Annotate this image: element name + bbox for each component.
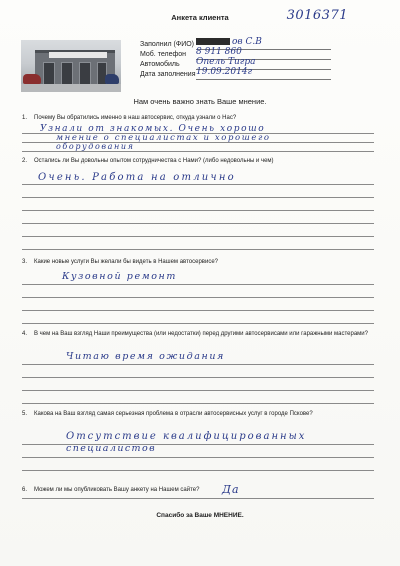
question-text: Какие новые услуги Вы желали бы видеть в Нашем автосервисе? (34, 259, 218, 265)
answer-1-line-2: мнение о специалистах и хорошего (56, 133, 271, 143)
answer-2-line-1: Очень. Работа на отлично (38, 172, 236, 183)
field-label: Дата заполнения (140, 71, 196, 78)
intro-text: Нам очень важно знать Ваше мнение. (133, 97, 267, 106)
field-label: Автомобиль (140, 61, 180, 68)
service-building-photo (21, 40, 121, 92)
phone-value: 8 911 860 (196, 47, 242, 57)
field-label: Моб. телефон (140, 51, 186, 58)
client-info-block (140, 37, 262, 80)
client-name-row (140, 37, 262, 50)
date-row (140, 67, 253, 80)
car-row (140, 57, 256, 70)
answer-3-line-1: Кузовной ремонт (62, 271, 177, 282)
answer-5-line-1: Отсутствие квалифицированных (66, 431, 307, 442)
answer-4-line-1: Читаю время ожидания (66, 351, 225, 362)
answer-5-line-2: специалистов (66, 443, 157, 454)
question-6: 6. Можем ли мы опубликовать Вашу анкету на Нашем сайте? (22, 487, 200, 493)
question-text: Почему Вы обратились именно в наш автосервис, откуда узнали о Нас? (34, 115, 237, 121)
question-1: 1. Почему Вы обратились именно в наш автосервис, откуда узнали о Нас? (22, 115, 237, 121)
question-text: В чем на Ваш взгляд Наши преимущества (или недостатки) перед другими автосервисами или гаражными мастерами? (34, 331, 368, 337)
answer-1-line-1: Узнали от знакомых. Очень хорошо (40, 124, 266, 134)
question-text: Можем ли мы опубликовать Вашу анкету на Нашем сайте? (34, 487, 200, 493)
date-value: 19.09.2014г (196, 67, 253, 77)
redaction-mark (196, 38, 230, 45)
question-5: 5. Какова на Ваш взгляд самая серьезная проблема в отрасли автосервисных услуг в городе Пскове? (22, 411, 313, 417)
answer-6-line-1: Да (222, 483, 240, 496)
thank-you-text: Спасибо за Ваше МНЕНИЕ. (156, 512, 244, 519)
field-label: Заполнил (ФИО) (140, 41, 195, 48)
client-name-value: ов С.В (196, 37, 262, 47)
question-2: 2. Остались ли Вы довольны опытом сотрудничества с Нами? (либо недовольны и чем) (22, 158, 274, 164)
document-number: 3016371 (286, 8, 348, 23)
answer-1-line-3: оборудования (56, 142, 135, 151)
question-3: 3. Какие новые услуги Вы желали бы видеть в Нашем автосервисе? (22, 259, 218, 265)
question-text: Остались ли Вы довольны опытом сотрудничества с Нами? (либо недовольны и чем) (34, 158, 274, 164)
question-text: Какова на Ваш взгляд самая серьезная проблема в отрасли автосервисных услуг в городе Пскове? (34, 411, 313, 417)
car-value: Опель Тигра (196, 57, 256, 67)
question-4: 4. В чем на Ваш взгляд Наши преимущества (или недостатки) перед другими автосервисами или гаражными мастерами? (22, 331, 368, 337)
document-title: Анкета клиента (171, 13, 229, 22)
phone-row (140, 47, 242, 60)
